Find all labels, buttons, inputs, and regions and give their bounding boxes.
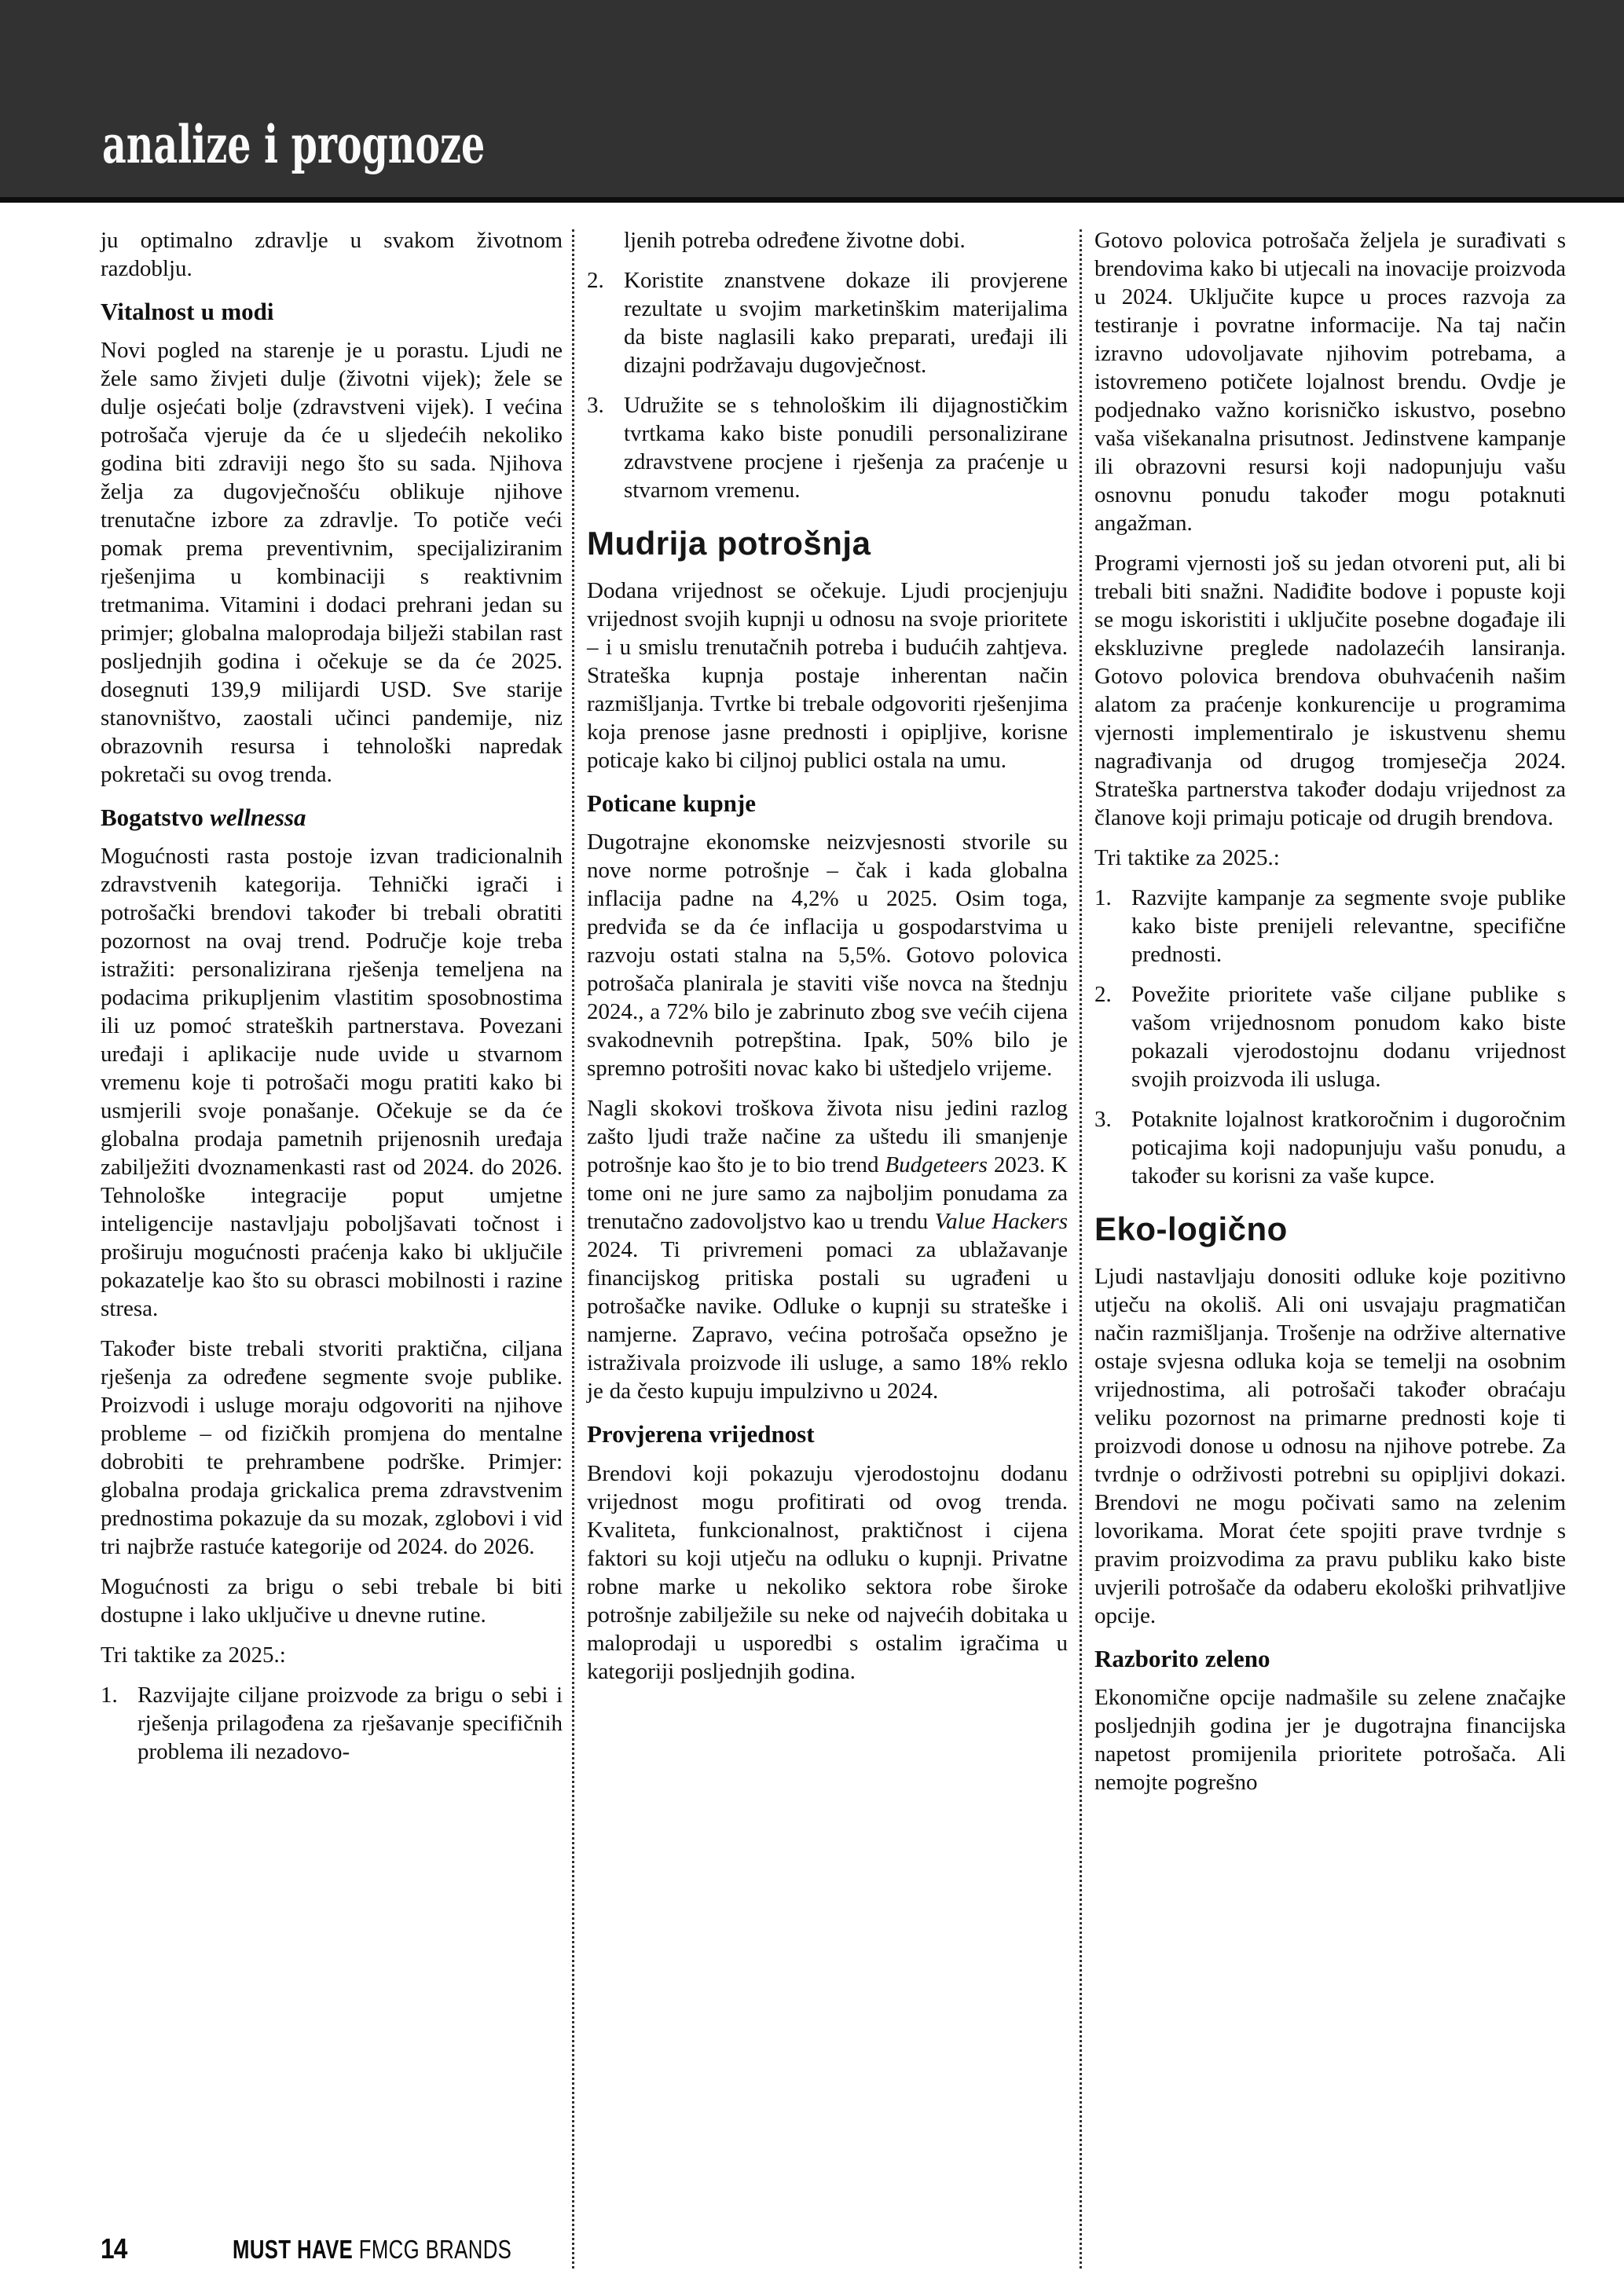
paragraph (1094, 844, 1566, 872)
paragraph (587, 1094, 1068, 1405)
paragraph (1094, 1262, 1566, 1630)
column-3 (1094, 226, 1566, 1808)
text-run: Razvijajte ciljane proizvode za brigu o sebi i rješenja prilagođena za rješavanje specifičnih problema ili nezadovo- (137, 1683, 563, 1765)
text-run: Ljudi nastavljaju donositi odluke koje pozitivno utječu na okoliš. Ali oni usvajaju pragmatičan način razmišljanja. Trošenje na održive alternative ostaje svjesna odluka koja se temelji na osobnim vrijednostima, ali potrošači također obraćaju veliku pozornost na primarne prednosti koje ti proizvodi donose u odnosu na njihove potrebe. Za tvrdnje o održivosti potrebni su opipljivi dokazi. Brendovi ne mogu počivati samo na zelenim lovorikama. Morat ćete spojiti prave tvrdnje s pravim proizvodima za pravu publiku kako biste uvjerili potrošače da odaberu ekološki prihvatljive opcije. (1094, 1264, 1566, 1629)
text-run: Dugotrajne ekonomske neizvjesnosti stvorile su nove norme potrošnje – čak i kada globalna inflacija padne na 4,2% u 2025. Osim toga, predviđa se da će inflacija u gospodarstvima u razvoju ostati stalna na 5,5%. Gotovo polovica potrošača planirala je staviti više novca na štednju 2024., a 72% bilo je zabrinuto zbog sve većih cijena svakodnevnih potrepština. Ipak, 50% bilo je spremno potrošiti novac kako bi uštedjelo vrijeme. (587, 829, 1068, 1082)
text-run: Udružite se s tehnološkim ili dijagnostičkim tvrtkama kako biste ponudili personalizirane zdravstvene procjene i rješenja za praćenje u stvarnom vremenu. (624, 393, 1068, 503)
text-run: Ekonomične opcije nadmašile su zelene značajke posljednjih godina jer je dugotrajna financijska napetost promijenila prioritete potrošača. Ali nemojte pogrešno (1094, 1685, 1566, 1796)
list-number: 1. (1094, 885, 1112, 910)
paragraph (587, 577, 1068, 774)
text-run: Programi vjernosti još su jedan otvoreni put, ali bi trebali biti snažni. Nadiđite bodove i popuste koji se mogu iskoristiti i uključite posebne događaje ili ekskluzivne preglede nadolazećih lansiranja. Gotovo polovica brendova obuhvaćenih našim alatom za praćenje konkurencije u programima vjernosti implementiralo je iskustvenu shemu nagrađivanja od drugog tromjesečja 2024. Strateška partnerstva također dodaju vrijednost za članove koji primaju poticaje od drugih brendova. (1094, 551, 1566, 830)
column-1 (101, 226, 563, 1778)
text-run: 2023. K tome oni ne jure samo za najboljim ponudama za trenutačno zadovoljstvo kao u trendu (587, 1152, 1068, 1235)
subheading (101, 297, 563, 326)
section-heading (1094, 1210, 1566, 1248)
text-run: Mudrija potrošnja (587, 525, 871, 562)
text-run: Mogućnosti rasta postoje izvan tradicionalnih zdravstvenih kategorija. Tehnički igrači i potrošački brendovi također bi trebali obratiti pozornost na ovaj trend. Područje koje treba istražiti: personalizirana rješenja temeljena na podacima prikupljenim vlastitim sposobnostima ili uz pomoć strateških partnerstava. Povezani uređaji i aplikacije nude uvide u stvarnom vremenu koje ti potrošači mogu pratiti kako bi usmjerili svoje ponašanje. Očekuje se da će globalna prodaja pametnih prijenosnih uređaja zabilježiti dvoznamenkasti rast od 2024. do 2026. Tehnološke integracije poput umjetne inteligencije nastavljaju poboljšavati točnost i proširuju mogućnosti praćenja kako bi uključile pokazatelje kao što su obrasci mobilnosti i razine stresa. (101, 844, 563, 1322)
text-run: Nagli skokovi troškova života nisu jedini razlog zašto ljudi traže načine za uštedu ili smanjenje potrošnje kao što je to bio trend (587, 1096, 1068, 1178)
text-run: Bogatstvo (101, 804, 211, 832)
text-run: Brendovi koji pokazuju vjerodostojnu dodanu vrijednost mogu profitirati od ovog trenda. Kvaliteta, funkcionalnost, praktičnost i cijena faktori su koji utječu na odluku o kupnji. Privatne robne marke u nekoliko sektora robe široke potrošnje zabilježile su neke od najvećih dobitaka u maloprodaji u usporedbi s ostalim igračima u kategoriji posljednjih godina. (587, 1460, 1068, 1684)
page-footer (0, 2232, 1624, 2267)
paragraph (101, 1335, 563, 1561)
paragraph (101, 842, 563, 1323)
paragraph (101, 1573, 563, 1629)
text-run: Vitalnost u modi (101, 298, 274, 325)
paragraph (101, 1641, 563, 1669)
text-run: Također biste trebali stvoriti praktična, ciljana rješenja za određene segmente svoje publike. Proizvodi i usluge moraju odgovoriti na njihove probleme – od fizičkih promjena do mentalne dobrobiti te prehrambene podrške. Primjer: globalna prodaja grickalica prema zdravstvenim prednostima pokazuje da su mozak, zglobovi i vid tri najbrže rastuće kategorije od 2024. do 2026. (101, 1336, 563, 1560)
text-run: Poticane kupnje (587, 789, 757, 818)
paragraph (1094, 549, 1566, 832)
subheading (1094, 1644, 1566, 1673)
text-run: Tri taktike za 2025.: (1094, 845, 1280, 870)
paragraph (1094, 1683, 1566, 1796)
text-run: Mogućnosti za brigu o sebi trebale bi biti dostupne i lako uključive u dnevne rutine. (101, 1574, 563, 1628)
paragraph (587, 828, 1068, 1082)
text-run: 2024. Ti privremeni pomaci za ublažavanje financijskog pritiska postali su ugrađeni u potrošačke navike. Odluke o kupnji su strateške i namjerne. Zapravo, većina potrošača opsežno je istraživala proizvode ili usluge, a samo 18% reklo je da često kupuju impulzivno u 2024. (587, 1237, 1068, 1404)
list-item (1094, 1105, 1566, 1190)
text-run: Povežite prioritete vaše ciljane publike s vašom vrijednosnom ponudom kako biste pokazali vjerodostojnu dodanu vrijednost svojih proizvoda ili usluga. (1131, 982, 1566, 1092)
list-number: 1. (101, 1683, 118, 1708)
paragraph (587, 1459, 1068, 1686)
list-number: 3. (587, 393, 604, 418)
text-run: Eko-logično (1094, 1210, 1288, 1247)
column-divider-1 (572, 229, 574, 2269)
list-item (587, 391, 1068, 504)
text-run: Novi pogled na starenje je u porastu. Ljudi ne žele samo živjeti dulje (životni vijek); žele se dulje osjećati bolje (zdravstveni vijek). I većina potrošača vjeruje da će u sljedećih nekoliko godina biti zdraviji nego što su sada. Njihova želja za dugovječnošću oblikuje njihove trenutačne izbore za zdravlje. To potiče veći pomak prema preventivnim, specijaliziranim rješenjima u kombinaciji s reaktivnim tretmanima. Vitamini i dodaci prehrani jedan su primjer; globalna maloprodaja bilježi stabilan rast posljednjih godina i očekuje se da će 2025. dosegnuti 139,9 milijardi USD. Sve starije stanovništvo, zaostali učinci pandemije, niz obrazovnih resursa i tehnološki napredak pokretači su ovog trenda. (101, 338, 563, 788)
italic-text: wellnessa (210, 804, 306, 832)
list-number: 2. (1094, 982, 1112, 1007)
list-item (1094, 980, 1566, 1093)
subheading (587, 1419, 1068, 1448)
subheading (101, 803, 563, 832)
column-2 (587, 226, 1068, 1697)
text-run: Potaknite lojalnost kratkoročnim i dugoročnim poticajima koji nadopunjuju vašu ponudu, a također su korisni za vaše kupce. (1131, 1107, 1566, 1188)
text-run: Gotovo polovica potrošača željela je surađivati s brendovima kako bi utjecali na inovacije proizvoda u 2024. Uključite kupce u proces razvoja za testiranje i povratne informacije. Na taj način izravno udovoljavate njihovim potrebama, a istovremeno potičete lojalnost brendu. Ovdje je podjednako važno korisničko iskustvo, posebno vaša višekanalna prisutnost. Jedinstvene kampanje ili obrazovni resursi koji nadopunjuju vašu osnovnu ponudu također mogu potaknuti angažman. (1094, 228, 1566, 536)
italic-text: Budgeteers (885, 1152, 988, 1178)
italic-text: Value Hackers (934, 1209, 1068, 1235)
section-heading (587, 525, 1068, 562)
list-item-continuation (587, 226, 1068, 255)
page-title: analize i prognoze (102, 114, 486, 175)
text-run: Tri taktike za 2025.: (101, 1642, 286, 1668)
footer-brand-rest: FMCG BRANDS (353, 2235, 512, 2264)
text-run: Provjerena vrijednost (587, 1420, 815, 1448)
text-run: Koristite znanstvene dokaze ili provjerene rezultate u svojim marketinškim materijalima da biste naglasili kako preparati, uređaji ili dizajni podržavaju dugovječnost. (624, 268, 1068, 378)
text-run: Razborito zeleno (1094, 1645, 1270, 1673)
text-run: Dodana vrijednost se očekuje. Ljudi procjenjuju vrijednost svojih kupnji u odnosu na svoje prioritete – i u smislu trenutačnih potreba i budućih zahtjeva. Strateška kupnja postaje inherentan način razmišljanja. Tvrtke bi trebale odgovoriti rješenjima koja prenose jasne prednosti i opipljive, korisne poticaje kako bi ciljnoj publici ostala na umu. (587, 578, 1068, 774)
text-run: Razvijte kampanje za segmente svoje publike kako biste prenijeli relevantne, specifične prednosti. (1131, 885, 1566, 967)
footer-brand-bold: MUST HAVE (233, 2235, 354, 2264)
text-run: ljenih potreba određene životne dobi. (624, 228, 966, 253)
list-item (587, 266, 1068, 379)
page-header (0, 0, 1624, 203)
footer-brand (233, 2235, 511, 2265)
list-item (101, 1681, 563, 1766)
page-number: 14 (101, 2232, 127, 2265)
subheading (587, 789, 1068, 818)
list-number: 3. (1094, 1107, 1112, 1132)
list-item (1094, 884, 1566, 969)
paragraph (101, 226, 563, 283)
paragraph (1094, 226, 1566, 537)
list-number: 2. (587, 268, 604, 293)
text-run: ju optimalno zdravlje u svakom životnom razdoblju. (101, 228, 563, 281)
column-divider-2 (1080, 229, 1082, 2269)
paragraph (101, 336, 563, 789)
